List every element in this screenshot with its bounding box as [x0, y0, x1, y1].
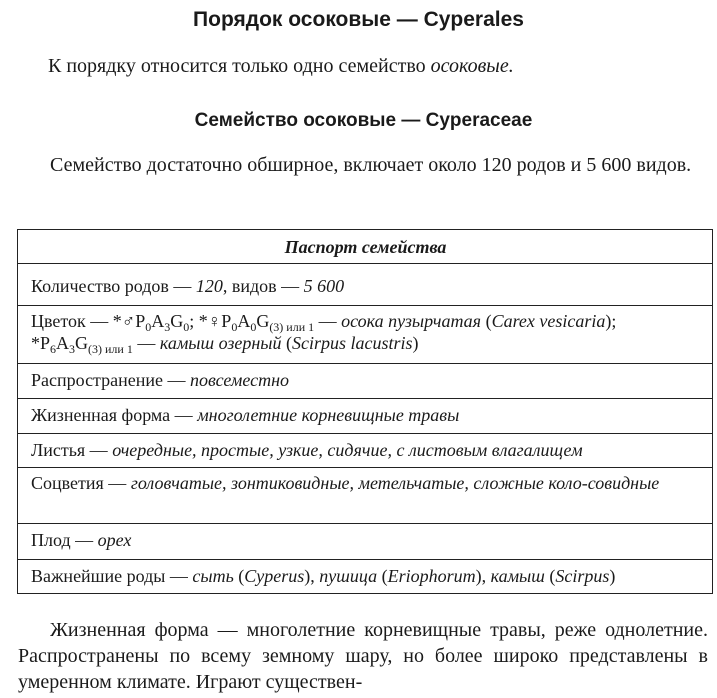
leaves-label: Листья — — [31, 440, 113, 460]
intro-family: осоковые. — [430, 55, 514, 77]
species-carex: осока пузырчатая — [341, 311, 482, 331]
order-title: Порядок осоковые — Cyperales — [193, 8, 524, 31]
genus-scirpus: камыш — [490, 566, 545, 586]
life-form-value: многолетние корневищные травы — [197, 405, 460, 425]
species-scirpus: камыш озерный — [159, 333, 282, 353]
latin-scirpus-genus: Scirpus — [555, 566, 610, 586]
passport-title: Паспорт семейства — [284, 237, 447, 257]
latin-scirpus: Scirpus lacustris — [291, 333, 413, 353]
genera-label: Количество родов — — [31, 276, 196, 296]
passport-table — [17, 229, 713, 594]
genera-count: 120 — [195, 276, 223, 296]
family-title: Семейство осоковые — Cyperaceae — [194, 110, 533, 131]
genus-eriophorum: пушица — [319, 566, 378, 586]
flower-label: Цветок — — [31, 311, 113, 331]
intro-text — [48, 55, 514, 78]
fruit-value: орех — [97, 530, 132, 550]
fruit-label: Плод — — [31, 530, 98, 550]
formula-bisexual: $*P_6A_3G_{(3) или 1}$ — [31, 333, 133, 356]
passport-row-main-genera: Важнейшие роды — сыть (Cyperus), пушица (Eriophorum), камыш (Scirpus) — [18, 559, 712, 593]
latin-eriophorum: Eriophorum — [387, 566, 476, 586]
species-count: 5 600 — [303, 276, 345, 296]
latin-cyperus: Cyperus — [244, 566, 305, 586]
genus-cyperus: сыть — [192, 566, 234, 586]
leaves-value: очередные, простые, узкие, сидячие, с листовым влагалищем — [112, 440, 583, 460]
inflorescence-label: Соцветия — — [31, 473, 131, 493]
intro-lead: К порядку относится только одно семейство — [48, 55, 431, 77]
passport-row-life-form — [18, 398, 712, 433]
species-label: , видов — — [222, 276, 304, 296]
passport-row-genera — [18, 263, 712, 305]
passport-row-flower: Цветок — $*♂P_0A_3G_0$; $*♀P_0A_0G_{(3) или 1}$ — осока пузырчатая (Carex vesicaria); $*P_6A_3G_{(3) или 1}$ — камыш озерный (Scirpus lacustris) — [18, 305, 712, 363]
formula-female: $*♀P_0A_0G_{(3) или 1}$ — [198, 311, 315, 334]
passport-row-inflorescence — [18, 467, 712, 523]
passport-row-leaves — [18, 433, 712, 467]
passport-row-distribution — [18, 363, 712, 398]
formula-male: $*♂P_0A_3G_0$; — [112, 311, 199, 334]
main-genera-label: Важнейшие роды — — [31, 566, 193, 586]
latin-carex: Carex vesicaria — [491, 311, 606, 331]
life-form-label: Жизненная форма — — [31, 405, 198, 425]
distribution-label: Распространение — — [31, 370, 191, 390]
life-form-paragraph: Жизненная форма — многолетние корневищные травы, реже однолетние. Распространены по всему земному шару, но более широко представлены в умеренном климате. Играют существен- — [18, 619, 708, 693]
family-description: Семейство достаточно обширное, включает около 120 родов и 5 600 видов. — [50, 154, 692, 176]
inflorescence-value: головчатые, зонтиковидные, метельчатые, сложные коло-совидные — [130, 473, 660, 493]
passport-row-fruit — [18, 523, 712, 559]
distribution-value: повсеместно — [190, 370, 290, 390]
